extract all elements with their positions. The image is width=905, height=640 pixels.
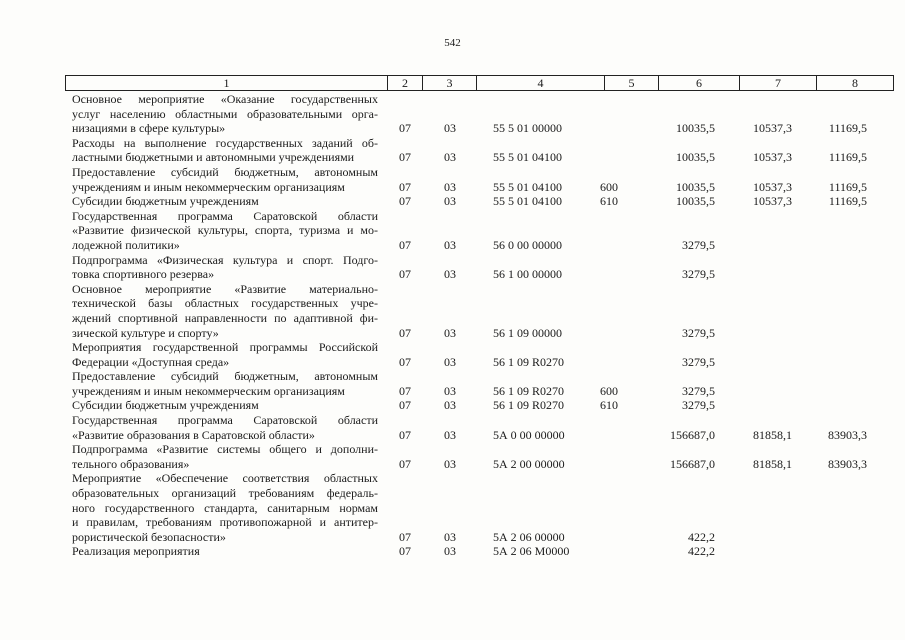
cell-c5: 610 xyxy=(600,398,618,413)
header-col-6: 6 xyxy=(659,76,740,91)
cell-c2: 07 xyxy=(399,194,411,209)
cell-c6: 10035,5 xyxy=(676,121,715,136)
cell-c4: 56 1 00 00000 xyxy=(493,267,562,282)
cell-c2: 07 xyxy=(399,427,411,442)
header-col-1: 1 xyxy=(66,76,388,91)
cell-c2: 07 xyxy=(399,398,411,413)
row-description xyxy=(72,413,378,442)
cell-c4: 55 5 01 04100 xyxy=(493,194,562,209)
description-line: Мероприятия государственной программы Российской xyxy=(72,340,378,355)
table-row xyxy=(0,136,905,165)
header-col-7: 7 xyxy=(740,76,817,91)
cell-c6: 422,2 xyxy=(688,529,715,544)
table-row xyxy=(0,442,905,471)
table-row xyxy=(0,413,905,442)
cell-c4: 56 1 09 R0270 xyxy=(493,383,565,398)
row-description xyxy=(72,209,378,253)
header-col-8: 8 xyxy=(817,76,894,91)
description-line: рористической безопасности» xyxy=(72,529,226,544)
cell-c4: 55 5 01 04100 xyxy=(493,150,562,165)
table-row xyxy=(0,92,905,136)
cell-c8: 11169,5 xyxy=(828,194,867,209)
row-description xyxy=(72,544,378,559)
column-header-table xyxy=(65,75,894,91)
cell-c3: 03 xyxy=(444,267,456,282)
description-line: лодежной политики» xyxy=(72,237,180,252)
cell-c4: 56 1 09 R0270 xyxy=(493,354,565,369)
cell-c2: 07 xyxy=(399,150,411,165)
cell-c4: 5А 0 00 00000 xyxy=(493,427,565,442)
cell-c6: 10035,5 xyxy=(676,179,715,194)
cell-c2: 07 xyxy=(399,179,411,194)
description-line: услуг населению областными образовательными орга- xyxy=(72,106,378,121)
table-row xyxy=(0,194,905,209)
row-description xyxy=(72,165,378,194)
description-line: зической культуре и спорту» xyxy=(72,325,219,340)
description-line: ластными бюджетными и автономными учреждениями xyxy=(72,150,355,165)
cell-c7: 81858,1 xyxy=(753,427,792,442)
cell-c2: 07 xyxy=(399,529,411,544)
description-line: учреждениям и иным некоммерческим организациям xyxy=(72,383,345,398)
cell-c6: 10035,5 xyxy=(676,150,715,165)
cell-c3: 03 xyxy=(444,194,456,209)
cell-c6: 3279,5 xyxy=(682,267,715,282)
cell-c7: 10537,3 xyxy=(753,194,792,209)
cell-c3: 03 xyxy=(444,237,456,252)
description-line: Подпрограмма «Физическая культура и спорт. Подго- xyxy=(72,252,378,267)
budget-table-body xyxy=(0,92,905,559)
table-row xyxy=(0,544,905,559)
header-col-5: 5 xyxy=(605,76,659,91)
cell-c4: 56 1 09 R0270 xyxy=(493,398,565,413)
description-line: тельного образования» xyxy=(72,456,190,471)
description-line: ного государственного стандарта, санитарным нормам xyxy=(72,500,378,515)
cell-c4: 55 5 01 04100 xyxy=(493,179,562,194)
cell-c6: 3279,5 xyxy=(682,237,715,252)
table-row xyxy=(0,398,905,413)
cell-c2: 07 xyxy=(399,383,411,398)
cell-c2: 07 xyxy=(399,267,411,282)
cell-c8: 83903,3 xyxy=(828,456,867,471)
description-line: и правилам, требованиям противопожарной и антитер- xyxy=(72,515,378,530)
cell-c8: 11169,5 xyxy=(828,150,867,165)
cell-c6: 3279,5 xyxy=(682,398,715,413)
cell-c4: 5А 2 06 00000 xyxy=(493,529,565,544)
cell-c4: 55 5 01 00000 xyxy=(493,121,562,136)
table-row xyxy=(0,369,905,398)
cell-c3: 03 xyxy=(444,325,456,340)
row-description xyxy=(72,398,378,413)
cell-c3: 03 xyxy=(444,354,456,369)
header-row xyxy=(66,76,894,91)
row-description xyxy=(72,194,378,209)
cell-c3: 03 xyxy=(444,398,456,413)
description-line: ждений спортивной направленности по адаптивной фи- xyxy=(72,310,378,325)
cell-c8: 11169,5 xyxy=(828,121,867,136)
table-row xyxy=(0,165,905,194)
cell-c7: 10537,3 xyxy=(753,121,792,136)
description-line: учреждениям и иным некоммерческим организациям xyxy=(72,179,345,194)
cell-c5: 610 xyxy=(600,194,618,209)
cell-c3: 03 xyxy=(444,456,456,471)
row-description xyxy=(72,282,378,340)
cell-c2: 07 xyxy=(399,354,411,369)
row-description xyxy=(72,471,378,544)
cell-c3: 03 xyxy=(444,529,456,544)
cell-c8: 11169,5 xyxy=(828,179,867,194)
cell-c6: 3279,5 xyxy=(682,354,715,369)
cell-c8: 83903,3 xyxy=(828,427,867,442)
description-line: «Развитие физической культуры, спорта, туризма и мо- xyxy=(72,223,378,238)
cell-c7: 81858,1 xyxy=(753,456,792,471)
cell-c3: 03 xyxy=(444,544,456,559)
row-description xyxy=(72,442,378,471)
table-row xyxy=(0,253,905,282)
header-col-2: 2 xyxy=(388,76,423,91)
cell-c3: 03 xyxy=(444,150,456,165)
cell-c6: 3279,5 xyxy=(682,325,715,340)
cell-c3: 03 xyxy=(444,121,456,136)
cell-c2: 07 xyxy=(399,456,411,471)
row-description xyxy=(72,369,378,398)
cell-c7: 10537,3 xyxy=(753,179,792,194)
cell-c2: 07 xyxy=(399,237,411,252)
cell-c4: 5А 2 00 00000 xyxy=(493,456,565,471)
description-line: Субсидии бюджетным учреждениям xyxy=(72,194,259,209)
cell-c4: 56 0 00 00000 xyxy=(493,237,562,252)
cell-c2: 07 xyxy=(399,325,411,340)
description-line: товка спортивного резерва» xyxy=(72,267,215,282)
row-description xyxy=(72,340,378,369)
description-line: Расходы на выполнение государственных заданий об- xyxy=(72,135,378,150)
cell-c6: 3279,5 xyxy=(682,383,715,398)
description-line: Субсидии бюджетным учреждениям xyxy=(72,398,259,413)
description-line: Подпрограмма «Развитие системы общего и дополни- xyxy=(72,442,378,457)
cell-c5: 600 xyxy=(600,179,618,194)
description-line: Федерации «Доступная среда» xyxy=(72,354,230,369)
description-line: Основное мероприятие «Оказание государственных xyxy=(72,92,378,106)
table-row xyxy=(0,282,905,340)
description-line: Предоставление субсидий бюджетным, автономным xyxy=(72,164,378,179)
description-line: Государственная программа Саратовской области xyxy=(72,208,378,223)
cell-c2: 07 xyxy=(399,544,411,559)
page-number: 542 xyxy=(444,37,461,49)
description-line: Предоставление субсидий бюджетным, автономным xyxy=(72,369,378,384)
description-line: низациями в сфере культуры» xyxy=(72,121,226,136)
cell-c5: 600 xyxy=(600,383,618,398)
description-line: Мероприятие «Обеспечение соответствия областных xyxy=(72,471,378,486)
table-row xyxy=(0,471,905,544)
row-description xyxy=(72,92,378,136)
cell-c7: 10537,3 xyxy=(753,150,792,165)
cell-c6: 156687,0 xyxy=(670,456,715,471)
description-line: «Развитие образования в Саратовской области» xyxy=(72,427,315,442)
cell-c6: 156687,0 xyxy=(670,427,715,442)
cell-c2: 07 xyxy=(399,121,411,136)
description-line: технической базы областных государственных учре- xyxy=(72,296,378,311)
cell-c3: 03 xyxy=(444,427,456,442)
header-col-4: 4 xyxy=(477,76,605,91)
cell-c4: 5А 2 06 М0000 xyxy=(493,544,570,559)
description-line: Реализация мероприятия xyxy=(72,544,200,559)
cell-c3: 03 xyxy=(444,383,456,398)
description-line: Государственная программа Саратовской области xyxy=(72,413,378,428)
description-line: Основное мероприятие «Развитие материально- xyxy=(72,281,378,296)
header-col-3: 3 xyxy=(423,76,477,91)
row-description xyxy=(72,253,378,282)
cell-c3: 03 xyxy=(444,179,456,194)
cell-c6: 422,2 xyxy=(688,544,715,559)
cell-c6: 10035,5 xyxy=(676,194,715,209)
row-description xyxy=(72,136,378,165)
cell-c4: 56 1 09 00000 xyxy=(493,325,562,340)
table-row xyxy=(0,340,905,369)
description-line: образовательных организаций требованиям федераль- xyxy=(72,486,378,501)
table-row xyxy=(0,209,905,253)
